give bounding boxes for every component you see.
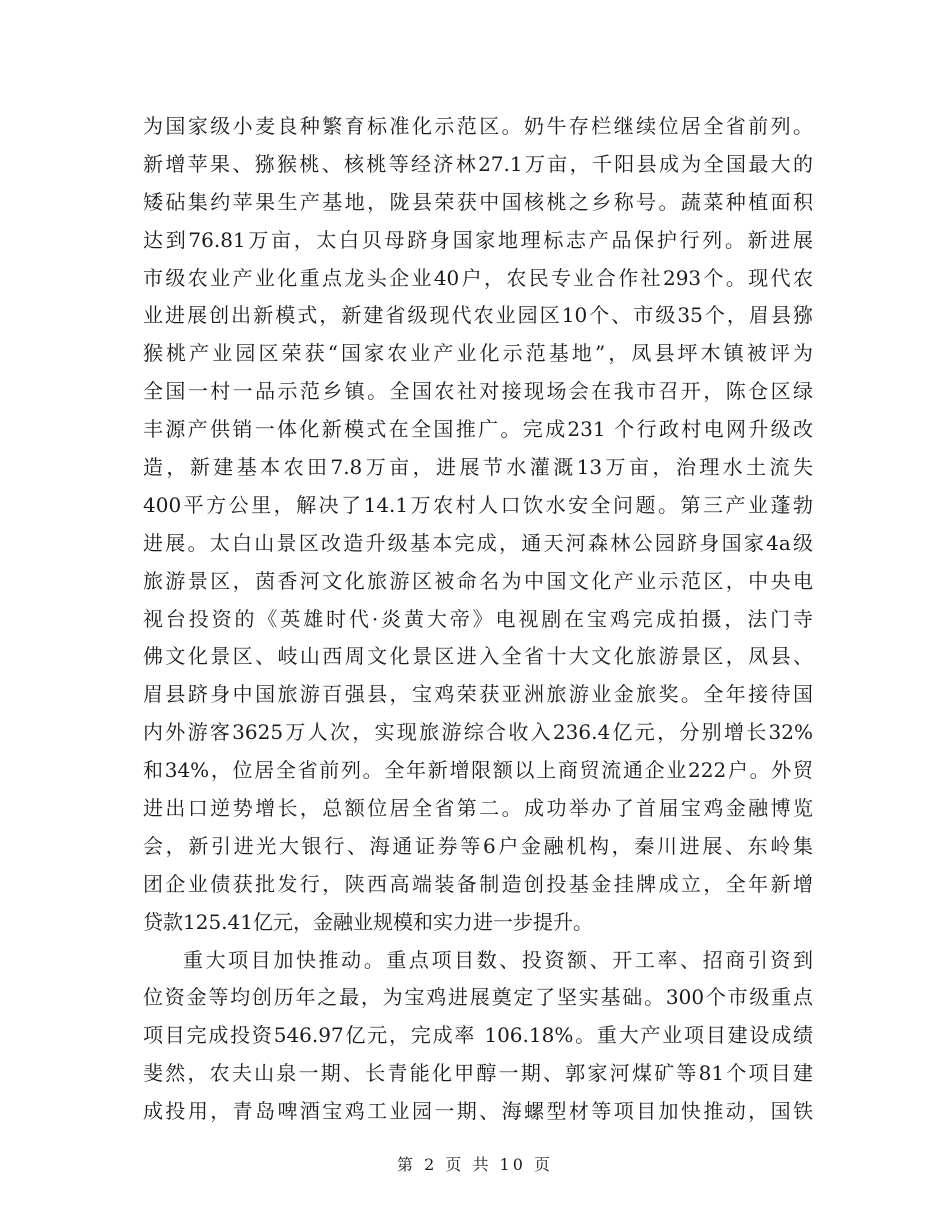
text-line: 会，新引进光大银行、海通证券等6户金融机构，秦川进展、东岭集 [143,833,813,858]
text-line: 达到76.81万亩，太白贝母跻身国家地理标志产品保护行列。新进展 [143,227,813,252]
text-line: 斐然，农夫山泉一期、长青能化甲醇一期、郭家河煤矿等81个项目建 [143,1061,813,1086]
text-line: 新增苹果、猕猴桃、核桃等经济林27.1万亩，千阳县成为全国最大的 [143,151,813,176]
text-line: 和34%，位居全省前列。全年新增限额以上商贸流通企业222户。外贸 [143,758,813,783]
text-line: 贷款125.41亿元，金融业规模和实力进一步提升。 [143,909,593,934]
text-line: 市级农业产业化重点龙头企业40户，农民专业合作社293个。现代农 [143,265,813,290]
text-line: 为国家级小麦良种繁育标准化示范区。奶牛存栏继续位居全省前列。 [143,114,813,138]
text-line: 视台投资的《英雄时代·炎黄大帝》电视剧在宝鸡完成拍摄，法门寺 [143,606,813,631]
page-number-footer: 第 2 页 共 10 页 [397,1155,553,1174]
text-line: 成投用，青岛啤酒宝鸡工业园一期、海螺型材等项目加快推动，国铁 [143,1099,813,1124]
text-line: 眉县跻身中国旅游百强县，宝鸡荣获亚洲旅游业金旅奖。全年接待国 [143,682,813,707]
document-body [143,108,813,1131]
text-line: 400平方公里，解决了14.1万农村人口饮水安全问题。第三产业蓬勃 [143,492,813,517]
text-line: 矮砧集约苹果生产基地，陇县荣获中国核桃之乡称号。蔬菜种植面积 [143,189,813,214]
paragraph-2 [143,942,813,1131]
paragraph-1 [143,108,813,942]
text-line: 佛文化景区、岐山西周文化景区进入全省十大文化旅游景区，凤县、 [143,644,813,669]
text-line: 全国一村一品示范乡镇。全国农社对接现场会在我市召开，陈仓区绿 [143,379,813,404]
text-line: 丰源产供销一体化新模式在全国推广。完成231 个行政村电网升级改 [143,417,813,442]
text-line: 旅游景区，茵香河文化旅游区被命名为中国文化产业示范区，中央电 [143,568,813,593]
text-line: 猴桃产业园区荣获“国家农业产业化示范基地”，凤县坪木镇被评为 [143,341,813,366]
text-line: 造，新建基本农田7.8万亩，进展节水灌溉13万亩，治理水土流失 [143,455,813,480]
text-line: 业进展创出新模式，新建省级现代农业园区10个、市级35个，眉县猕 [143,303,813,328]
text-line: 团企业债获批发行，陕西高端装备制造创投基金挂牌成立，全年新增 [143,871,813,896]
text-line: 位资金等均创历年之最，为宝鸡进展奠定了坚实基础。300个市级重点 [143,985,813,1010]
text-line: 内外游客3625万人次，实现旅游综合收入236.4亿元，分别增长32% [143,720,813,745]
text-line: 进出口逆势增长，总额位居全省第二。成功举办了首届宝鸡金融博览 [143,796,813,821]
text-line: 重大项目加快推动。重点项目数、投资额、开工率、招商引资到 [183,947,813,972]
text-line: 进展。太白山景区改造升级基本完成，通天河森林公园跻身国家4a级 [143,530,813,555]
text-line: 项目完成投资546.97亿元，完成率 106.18%。重大产业项目建设成绩 [143,1023,813,1048]
